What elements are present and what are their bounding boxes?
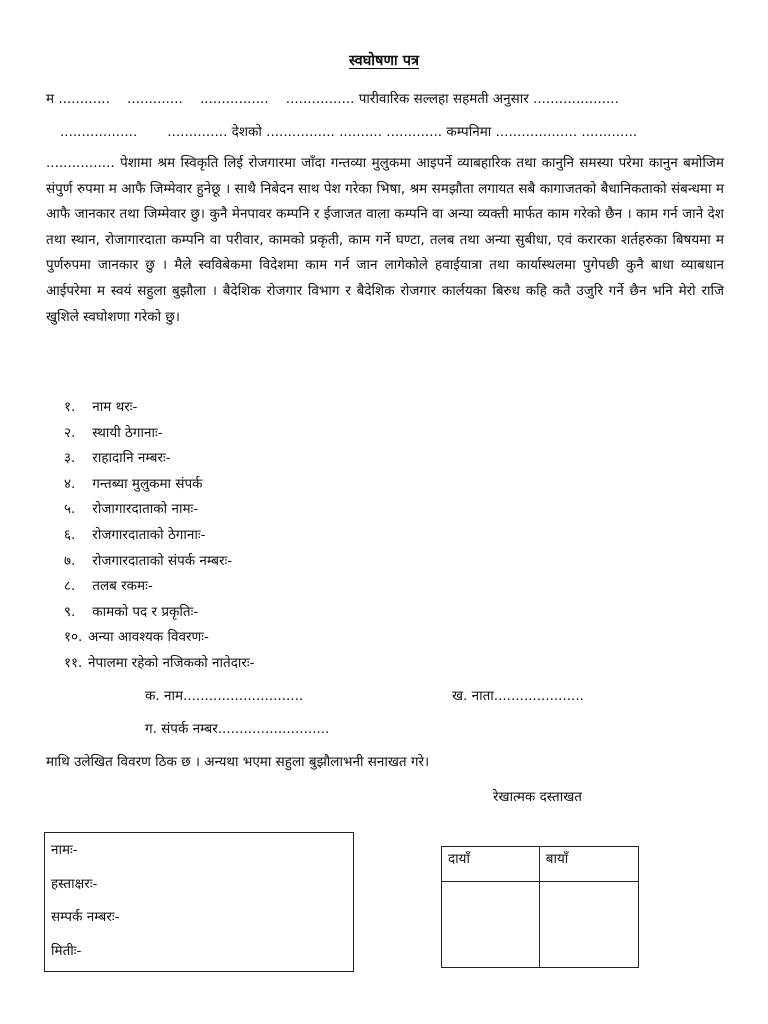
- list-item: [64, 472, 255, 498]
- list-number: १०.: [64, 629, 83, 646]
- list-label: राहादानि नम्बरः-: [92, 450, 171, 467]
- list-number: ८.: [64, 578, 76, 595]
- relative-relation: ख. नाता.....................: [452, 688, 584, 704]
- right-thumb-cell: [442, 882, 540, 968]
- list-item: [64, 651, 255, 677]
- list-item: [64, 549, 255, 575]
- relative-contact: ग. संपर्क नम्बर..........................: [145, 721, 330, 737]
- list-label: रोजगारदाताको ठेगानाः-: [92, 526, 206, 543]
- relative-name: क. नाम............................: [145, 688, 304, 704]
- list-label: तलब रकमः-: [92, 578, 153, 595]
- document-title: [0, 50, 768, 70]
- list-label: कामको पद र प्रकृतिः-: [92, 603, 199, 620]
- list-number: ४.: [64, 475, 76, 492]
- list-label: गन्तब्या मुलुकमा संपर्क: [92, 475, 203, 492]
- list-number: ९.: [64, 603, 76, 620]
- list-label: स्थायी ठेगानाः-: [92, 424, 163, 441]
- declarant-line-2: .................. .............. देशको ................ .......... ............. कम्पनिमा ................... .............: [60, 124, 638, 140]
- left-thumb-cell: [539, 882, 638, 968]
- list-number: ११.: [64, 654, 83, 671]
- list-number: १.: [64, 399, 76, 415]
- list-item: [64, 421, 255, 447]
- list-label: अन्या आवश्यक विवरणः-: [88, 629, 209, 646]
- list-number: ५.: [64, 501, 76, 518]
- declaration-paragraph: ................ पेशामा श्रम स्विकृति लिई रोजगारमा जाँदा गन्तव्या मुलुकमा आइपर्ने व्याबहारिक तथा कानुनि समस्या परेमा कानुन बमोजिम संपुर्ण रुपमा म आफै जिम्मेवार हुनेछू । साथै निबेदन साथ पेश गरेका भिषा, श्रम समझौता लगायत सबै कागाजतको बैधानिकताको संबन्धमा म आफै जानकार तथा जिम्मेवार छु। कुनै मेनपावर कम्पनि र ईजाजत वाला कम्पनि वा अन्या व्यक्ती मार्फत काम गरेको छैन । काम गर्न जाने देश तथा स्थान, रोजागारदाता कम्पनि वा परीवार, कामको प्रकृती, काम गर्ने घण्टा, तलब तथा अन्या सुबीधा, एवं करारका शर्तहरुका बिषयमा म पुर्णरुपमा जानकार छु । मैले स्वविबेकमा विदेशमा काम गर्न जान लागेकोले हवाईयात्रा तथा कार्यास्थलमा पुगेपछी कुनै बाधा व्याबधान आईपरेमा म स्वयं सहुला बुझौला । बैदेशिक रोजगार विभाग र बैदेशिक रोजगार कार्लयका बिरुध कहि कतै उजुरि गर्ने छैन भनि मेरो राजि खुशिले स्वघोशणा गरेको छु।: [46, 155, 724, 325]
- list-label: रोजगारदाताको संपर्क नम्बरः-: [92, 552, 233, 569]
- list-item: [64, 395, 255, 421]
- document-title-text: स्वघोषणा पत्र: [349, 53, 419, 69]
- list-label: नेपालमा रहेको नजिकको नातेदारः-: [88, 654, 255, 671]
- list-label: नाम थरः-: [92, 399, 138, 415]
- confirmation-statement: माथि उलेखित विवरण ठिक छ । अन्यथा भएमा सहुला बुझौलाभनी सनाखत गरे।: [46, 754, 430, 770]
- declarant-line-1: म ............ ............. ................ ................ पारीवारिक सल्लहा सहमती अनुसार ....................: [46, 91, 619, 107]
- signature-box-signature: हस्ताक्षरः-: [51, 875, 98, 892]
- list-label: रोजागारदाताको नामः-: [92, 501, 199, 518]
- list-item: [64, 625, 255, 651]
- list-number: ७.: [64, 552, 76, 569]
- right-thumb-header: दायाँ: [442, 847, 540, 882]
- details-list: [64, 395, 255, 677]
- signature-box-contact: सम्पर्क नम्बरः-: [51, 909, 120, 925]
- thumbprint-label: रेखात्मक दस्ताखत: [493, 789, 582, 805]
- list-item: [64, 574, 255, 600]
- list-number: २.: [64, 424, 76, 441]
- signature-box: [44, 832, 354, 972]
- list-number: ६.: [64, 526, 76, 543]
- signature-box-date: मितीः-: [51, 942, 82, 959]
- list-item: [64, 446, 255, 472]
- list-number: ३.: [64, 450, 76, 467]
- signature-box-name: नामः-: [51, 842, 78, 858]
- thumbprint-table: [441, 846, 639, 968]
- left-thumb-header: बायाँ: [539, 847, 638, 882]
- list-item: [64, 497, 255, 523]
- list-item: [64, 523, 255, 549]
- list-item: [64, 600, 255, 626]
